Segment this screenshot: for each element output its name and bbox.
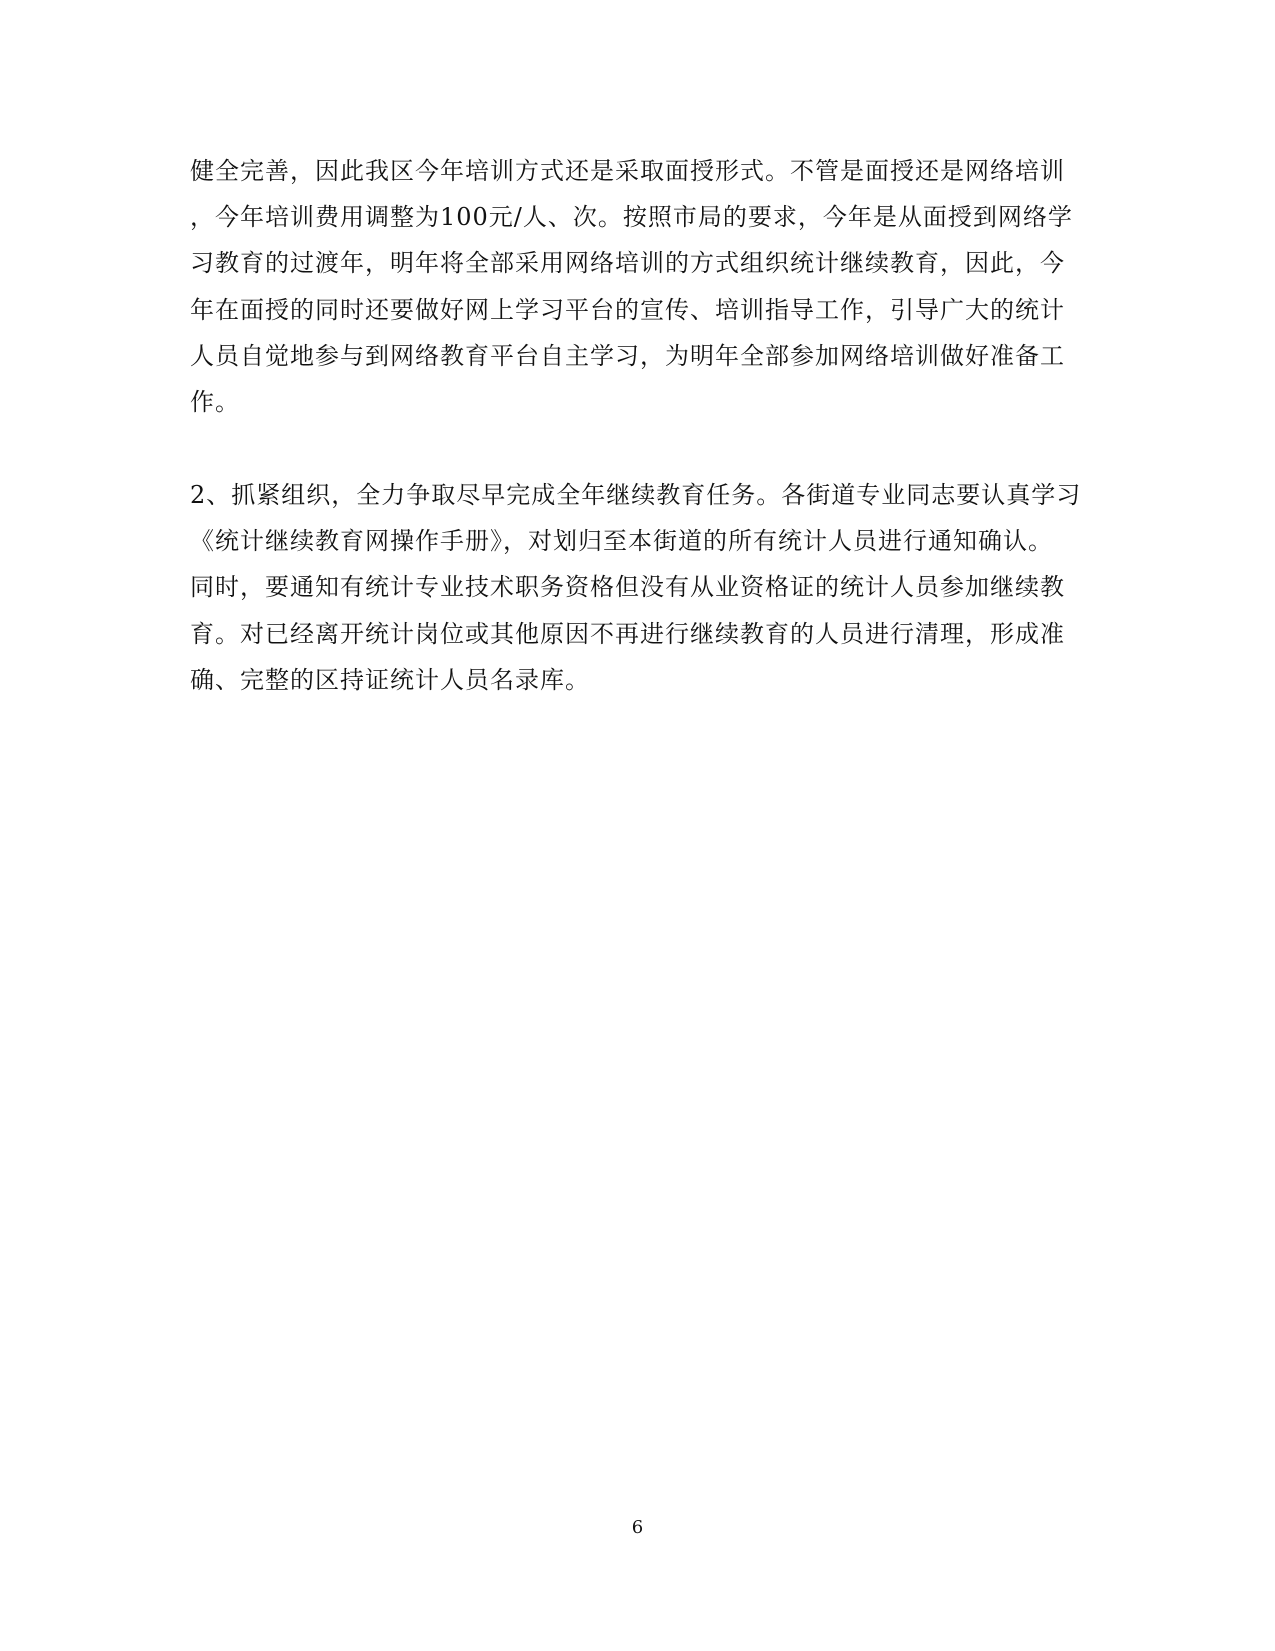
paragraph-line: ，今年培训费用调整为100元/人、次。按照市局的要求，今年是从面授到网络学: [190, 203, 1073, 231]
paragraph-line: 年在面授的同时还要做好网上学习平台的宣传、培训指导工作，引导广大的统计: [190, 296, 1065, 324]
paragraph-line: 作。: [190, 388, 240, 416]
page-number: 6: [631, 1517, 644, 1538]
paragraph-line: 确、完整的区持证统计人员名录库。: [190, 666, 590, 694]
paragraph-line: 同时，要通知有统计专业技术职务资格但没有从业资格证的统计人员参加继续教: [190, 573, 1065, 601]
paragraph-line: 健全完善，因此我区今年培训方式还是采取面授形式。不管是面授还是网络培训: [190, 157, 1065, 185]
paragraph-line: 习教育的过渡年，明年将全部采用网络培训的方式组织统计继续教育，因此，今: [190, 249, 1065, 277]
paragraph-line: 《统计继续教育网操作手册》，对划归至本街道的所有统计人员进行通知确认。: [190, 527, 1053, 555]
paragraph-line: 人员自觉地参与到网络教育平台自主学习，为明年全部参加网络培训做好准备工: [190, 342, 1065, 370]
paragraph-line: 育。对已经离开统计岗位或其他原因不再进行继续教育的人员进行清理，形成准: [190, 620, 1065, 648]
paragraph-line: 2、抓紧组织，全力争取尽早完成全年继续教育任务。各街道专业同志要认真学习: [190, 481, 1082, 509]
